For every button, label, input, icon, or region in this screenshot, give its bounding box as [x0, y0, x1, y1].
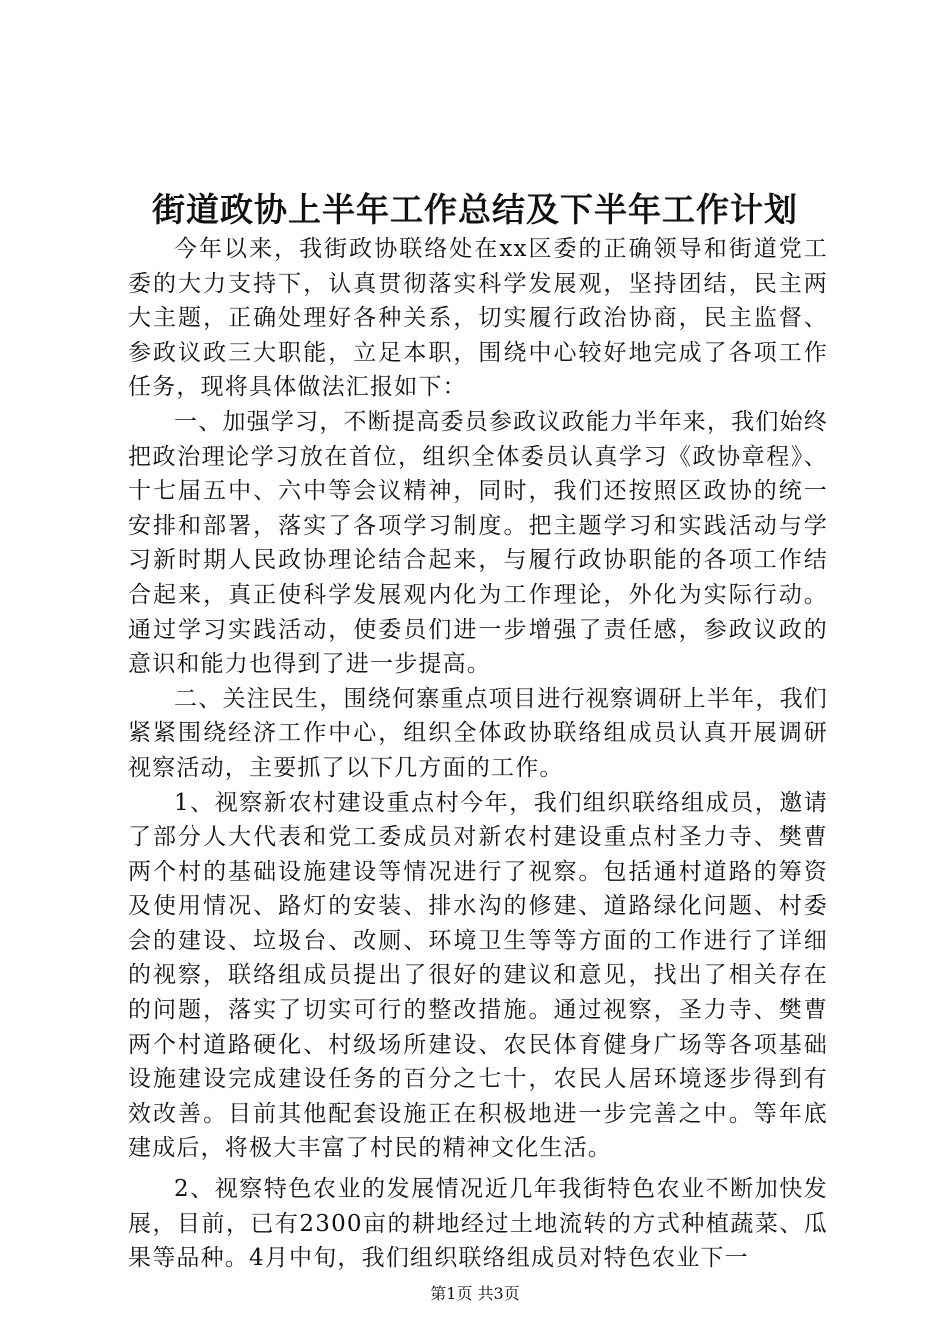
paragraph-item-2: 2、视察特色农业的发展情况近几年我街特色农业不断加快发展，目前，已有2300亩的耕地经过土地流转的方式种植蔬菜、瓜果等品种。4月中旬，我们组织联络组成员对特色农业下一 — [128, 1176, 828, 1272]
paragraph-section-1: 一、加强学习，不断提高委员参政议政能力半年来，我们始终把政治理论学习放在首位，组织全体委员认真学习《政协章程》、十七届五中、六中等会议精神，同时，我们还按照区政协的统一安排和部署，落实了各项学习制度。把主题学习和实践活动与学习新时期人民政协理论结合起来，与履行政协职能的各项工作结合起来，真正使科学发展观内化为工作理论，外化为实际行动。通过学习实践活动，使委员们进一步增强了责任感，参政议政的意识和能力也得到了进一步提高。 — [128, 408, 828, 678]
page-number-footer: 第1页 共3页 — [430, 1284, 520, 1303]
paragraph-intro: 今年以来，我街政协联络处在xx区委的正确领导和街道党工委的大力支持下，认真贯彻落实科学发展观，坚持团结，民主两大主题，正确处理好各种关系，切实履行政治协商，民主监督、参政议政三大职能，立足本职，围绕中心较好地完成了各项工作任务，现将具体做法汇报如下： — [128, 236, 828, 401]
paragraph-item-1: 1、视察新农村建设重点村今年，我们组织联络组成员，邀请了部分人大代表和党工委成员对新农村建设重点村圣力寺、樊曹两个村的基础设施建设等情况进行了视察。包括通村道路的筹资及使用情况、路灯的安装、排水沟的修建、道路绿化问题、村委会的建设、垃圾台、改厕、环境卫生等等方面的工作进行了详细的视察，联络组成员提出了很好的建议和意见，找出了相关存在的问题，落实了切实可行的整改措施。通过视察，圣力寺、樊曹两个村道路硬化、村级场所建设、农民体育健身广场等各项基础设施建设完成建设任务的百分之七十，农民人居环境逐步得到有效改善。目前其他配套设施正在积极地进一步完善之中。等年底建成后，将极大丰富了村民的精神文化生活。 — [128, 789, 828, 1162]
paragraph-section-2: 二、关注民生，围绕何寨重点项目进行视察调研上半年，我们紧紧围绕经济工作中心，组织全体政协联络组成员认真开展调研视察活动，主要抓了以下几方面的工作。 — [128, 685, 828, 781]
document-body — [128, 232, 828, 1276]
document-title: 街道政协上半年工作总结及下半年工作计划 — [152, 190, 798, 229]
